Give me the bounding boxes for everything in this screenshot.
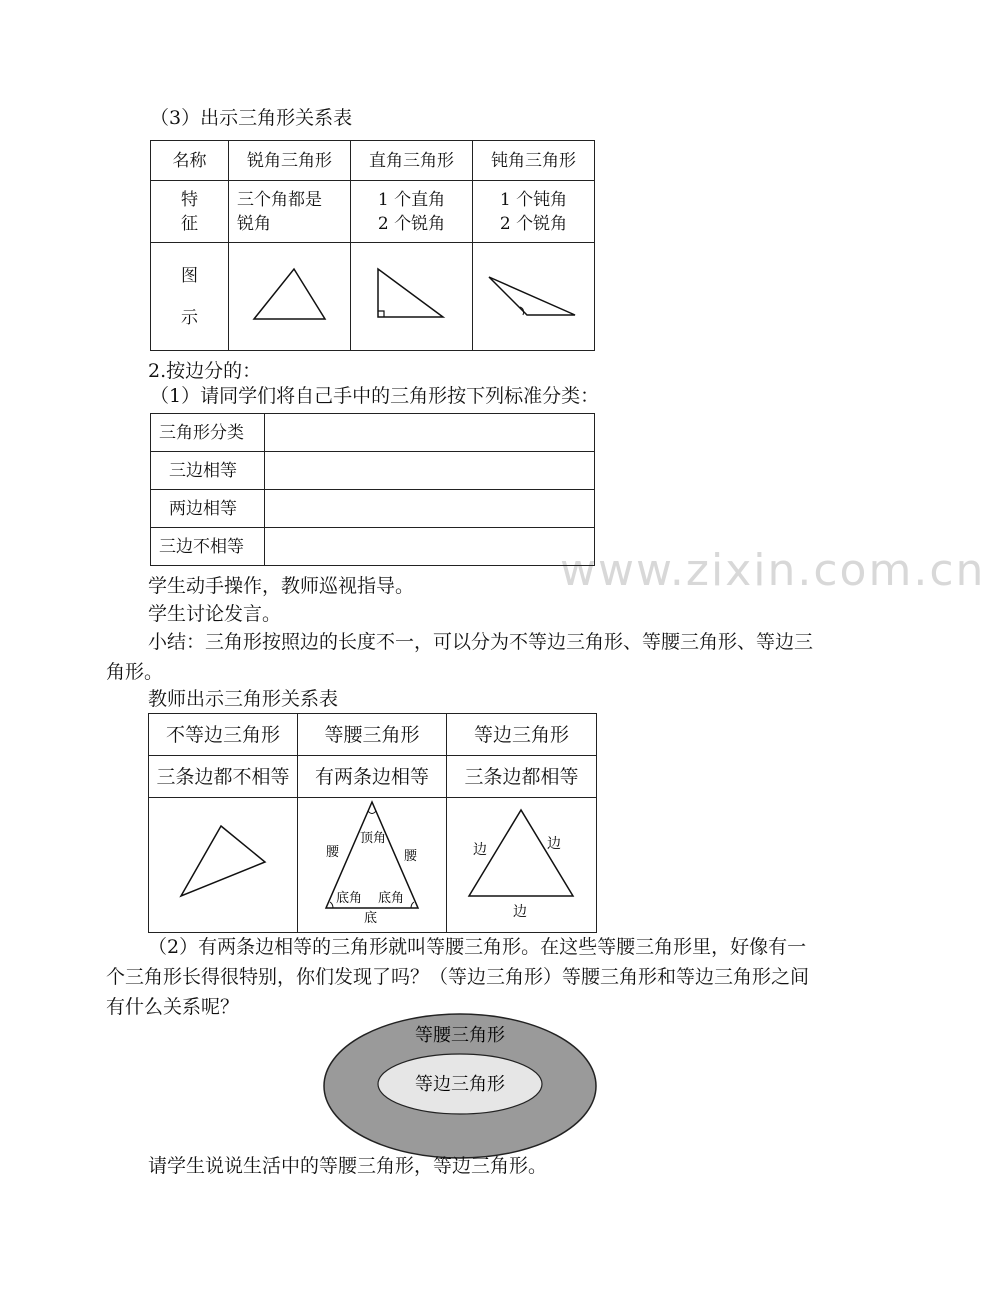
venn-inner-label: 等边三角形 <box>415 1074 505 1095</box>
header-right: 直角三角形 <box>351 141 473 181</box>
classify-row-equal2: 两边相等 <box>151 490 265 528</box>
side-table <box>148 713 597 933</box>
feature-label <box>151 181 229 243</box>
feature-right-line1: 1 个直角 <box>377 189 446 210</box>
figure-label <box>151 243 229 351</box>
label-base-angle-right: 底角 <box>378 891 405 906</box>
header-name: 名称 <box>151 141 229 181</box>
venn-diagram <box>322 1012 598 1160</box>
paragraph-summary: 小结：三角形按照边的长度不一，可以分为不等边三角形、等腰三角形、等边三角形。 <box>106 631 814 683</box>
label-side-right: 边 <box>547 836 561 852</box>
label-leg-left: 腰 <box>326 845 340 860</box>
paragraph-operate: 学生动手操作，教师巡视指导。 <box>148 575 415 597</box>
classify-cell-1 <box>265 452 595 490</box>
feature-isosceles: 有两条边相等 <box>298 756 447 798</box>
obtuse-triangle-icon <box>489 277 575 315</box>
acute-triangle-figure <box>229 243 351 351</box>
classify-table <box>150 413 595 566</box>
label-side-bottom: 边 <box>513 904 527 920</box>
right-triangle-icon <box>378 269 443 317</box>
scalene-figure <box>149 798 298 933</box>
header-scalene: 不等边三角形 <box>149 714 298 756</box>
label-vertex-angle: 顶角 <box>360 831 387 846</box>
heading-table-3: （3）出示三角形关系表 <box>150 107 353 129</box>
paragraph-show-table: 教师出示三角形关系表 <box>148 688 339 710</box>
heading-by-side: 2.按边分的： <box>148 360 262 382</box>
scalene-triangle-icon <box>181 826 265 896</box>
equilateral-figure <box>447 798 597 933</box>
figure-label-1: 图 <box>181 265 198 286</box>
header-acute: 锐角三角形 <box>229 141 351 181</box>
feature-right-line2: 2 个锐角 <box>377 213 446 234</box>
instruction-classify: （1）请同学们将自己手中的三角形按下列标准分类： <box>150 385 600 407</box>
paragraph-life-examples: 请学生说说生活中的等腰三角形，等边三角形。 <box>148 1155 548 1177</box>
watermark: www.zixin.com.cn <box>560 545 985 596</box>
figure-label-2: 示 <box>181 307 198 328</box>
feature-right <box>351 181 473 243</box>
feature-acute-line1: 三个角都是 <box>237 189 322 210</box>
feature-obtuse-line1: 1 个钝角 <box>499 189 568 210</box>
acute-triangle-icon <box>254 269 325 319</box>
feature-obtuse-line2: 2 个锐角 <box>499 213 568 234</box>
classify-cell-0 <box>265 414 595 452</box>
classify-row-unequal: 三边不相等 <box>151 528 265 566</box>
paragraph-isosceles: （2）有两条边相等的三角形就叫等腰三角形。在这些等腰三角形里，好像有一个三角形长得很特别，你们发现了吗？（等边三角形）等腰三角形和等边三角形之间有什么关系呢？ <box>106 936 810 1018</box>
label-base: 底 <box>364 911 378 926</box>
angle-table <box>150 140 595 351</box>
classify-cell-3 <box>265 528 595 566</box>
classify-row-equal3: 三边相等 <box>151 452 265 490</box>
feature-acute <box>229 181 351 243</box>
obtuse-triangle-figure <box>473 243 595 351</box>
header-isosceles: 等腰三角形 <box>298 714 447 756</box>
header-equilateral: 等边三角形 <box>447 714 597 756</box>
paragraph-discuss: 学生讨论发言。 <box>148 603 282 625</box>
right-triangle-figure <box>351 243 473 351</box>
feature-equilateral: 三条边都相等 <box>447 756 597 798</box>
feature-acute-line2: 锐角 <box>237 213 271 234</box>
label-base-angle-left: 底角 <box>336 891 363 906</box>
feature-obtuse <box>473 181 595 243</box>
venn-outer-label: 等腰三角形 <box>415 1025 505 1046</box>
feature-label-1: 特 <box>181 189 198 210</box>
classify-cell-2 <box>265 490 595 528</box>
feature-label-2: 征 <box>181 213 198 234</box>
label-leg-right: 腰 <box>404 849 418 864</box>
label-side-left: 边 <box>473 842 487 858</box>
classify-row-header: 三角形分类 <box>151 414 265 452</box>
feature-scalene: 三条边都不相等 <box>149 756 298 798</box>
isosceles-figure <box>298 798 447 933</box>
header-obtuse: 钝角三角形 <box>473 141 595 181</box>
